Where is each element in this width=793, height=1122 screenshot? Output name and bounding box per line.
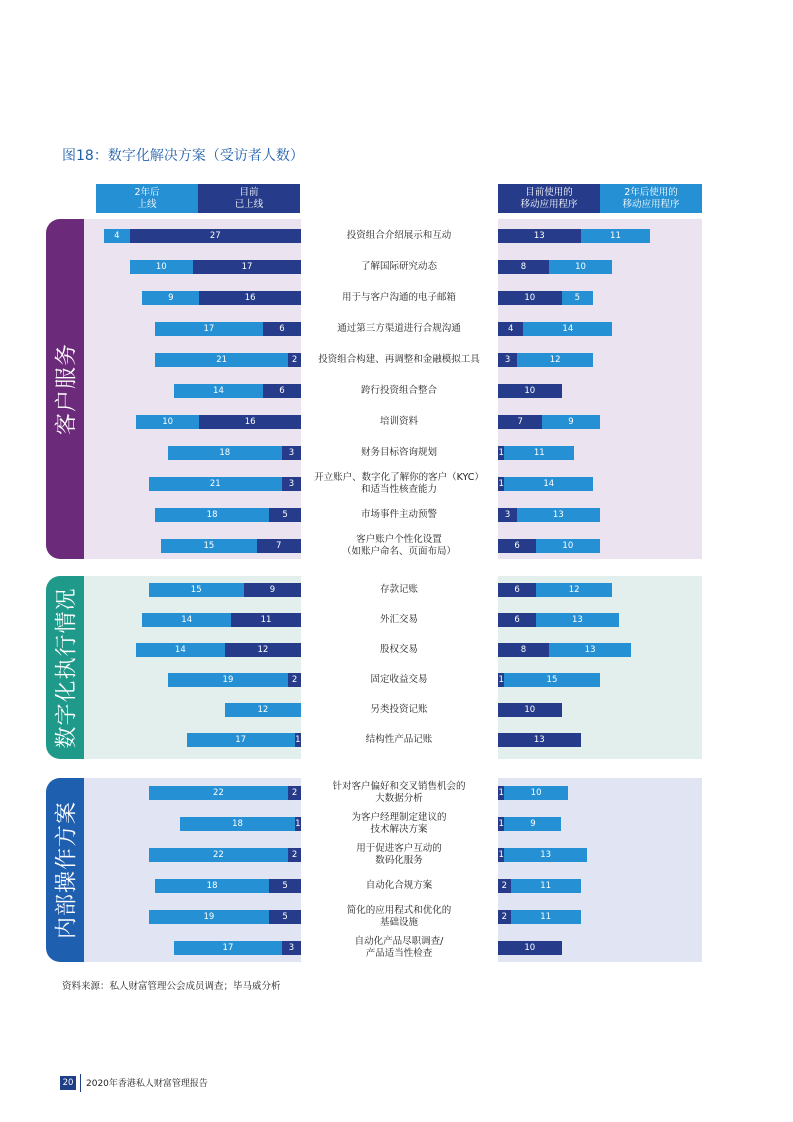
bar-future-online: 9 bbox=[142, 291, 199, 305]
bar-current-online: 6 bbox=[263, 322, 301, 336]
row-label: 财务目标咨询规划 bbox=[360, 447, 437, 458]
bar-future-online: 17 bbox=[187, 733, 295, 747]
bar-future-online: 17 bbox=[155, 322, 263, 336]
bar-app-current: 8 bbox=[498, 260, 549, 274]
bar-app-current: 2 bbox=[498, 910, 511, 924]
bar-app-future: 10 bbox=[536, 539, 600, 553]
bar-current-online: 1 bbox=[295, 735, 301, 745]
bar-current-online: 5 bbox=[269, 508, 301, 522]
row-label: 投资组合介绍展示和互动 bbox=[346, 230, 452, 241]
row-label: 投资组合构建、再调整和金融模拟工具 bbox=[318, 354, 480, 365]
bar-app-future: 15 bbox=[504, 673, 599, 687]
bar-app-current: 6 bbox=[498, 583, 536, 597]
bar-app-current: 1 bbox=[498, 819, 504, 829]
bar-app-current: 4 bbox=[498, 322, 523, 336]
source-note: 资料来源：私人财富管理公会成员调查；毕马威分析 bbox=[62, 981, 281, 992]
section-label: 数字化执行情况 bbox=[54, 586, 80, 749]
section-label: 客户服务 bbox=[54, 342, 80, 436]
bar-app-current: 2 bbox=[498, 879, 511, 893]
bar-current-online: 5 bbox=[269, 910, 301, 924]
bar-future-online: 14 bbox=[136, 643, 225, 657]
bar-current-online: 7 bbox=[257, 539, 301, 553]
bar-app-current: 10 bbox=[498, 941, 562, 955]
bar-app-current: 10 bbox=[498, 384, 562, 398]
row-label: 培训资料 bbox=[379, 416, 418, 427]
bar-future-online: 10 bbox=[130, 260, 194, 274]
report-title: 2020年香港私人财富管理报告 bbox=[86, 1079, 208, 1089]
bar-app-current: 13 bbox=[498, 733, 581, 747]
bar-current-online: 5 bbox=[269, 879, 301, 893]
bar-current-online: 9 bbox=[244, 583, 301, 597]
row-label: 跨行投资组合整合 bbox=[360, 385, 437, 396]
section-label: 内部操作方案 bbox=[54, 800, 80, 940]
bar-current-online: 3 bbox=[282, 446, 301, 460]
bar-current-online: 16 bbox=[199, 291, 301, 305]
bar-current-online: 6 bbox=[263, 384, 301, 398]
bar-app-current: 10 bbox=[498, 291, 562, 305]
bar-app-current: 3 bbox=[498, 353, 517, 367]
row-label: 自动化产品尽职调查/ 产品适当性检查 bbox=[354, 936, 444, 959]
bar-future-online: 17 bbox=[174, 941, 282, 955]
row-label: 结构性产品记账 bbox=[365, 734, 433, 745]
bar-future-online: 4 bbox=[104, 229, 129, 243]
bar-app-future: 13 bbox=[549, 643, 632, 657]
row-label: 开立账户、数字化了解你的客户（KYC） 和适当性核查能力 bbox=[314, 472, 484, 495]
section-label-column bbox=[301, 576, 498, 759]
bar-app-future: 14 bbox=[504, 477, 593, 491]
bar-current-online: 2 bbox=[288, 786, 301, 800]
section-label-column bbox=[301, 778, 498, 962]
bar-app-future: 11 bbox=[511, 910, 581, 924]
header-right-future: 2年后使用的 移动应用程序 bbox=[600, 184, 702, 213]
bar-app-current: 13 bbox=[498, 229, 581, 243]
row-label: 市场事件主动预警 bbox=[360, 509, 437, 520]
bar-app-current: 6 bbox=[498, 613, 536, 627]
row-label: 客户账户个性化设置 （如账户命名、页面布局） bbox=[341, 534, 456, 557]
bar-current-online: 1 bbox=[295, 819, 301, 829]
bar-app-current: 3 bbox=[498, 508, 517, 522]
bar-app-future: 5 bbox=[562, 291, 594, 305]
bar-current-online: 27 bbox=[130, 229, 301, 243]
bar-app-current: 1 bbox=[498, 850, 504, 860]
row-label: 针对客户偏好和交叉销售机会的 大数据分析 bbox=[332, 781, 466, 804]
bar-future-online: 18 bbox=[180, 817, 294, 831]
bar-current-online: 17 bbox=[193, 260, 301, 274]
bar-current-online: 2 bbox=[288, 353, 301, 367]
row-label: 股权交易 bbox=[379, 644, 418, 655]
bar-app-current: 8 bbox=[498, 643, 549, 657]
bar-current-online: 2 bbox=[288, 673, 301, 687]
bar-current-online: 11 bbox=[231, 613, 301, 627]
row-label: 用于与客户沟通的电子邮箱 bbox=[341, 292, 456, 303]
row-label: 另类投资记账 bbox=[370, 704, 428, 715]
bar-future-online: 10 bbox=[136, 415, 200, 429]
bar-current-online: 3 bbox=[282, 941, 301, 955]
bar-app-future: 12 bbox=[517, 353, 593, 367]
bar-future-online: 19 bbox=[168, 673, 289, 687]
row-label: 外汇交易 bbox=[379, 614, 418, 625]
page-number: 20 bbox=[60, 1076, 76, 1090]
bar-app-current: 1 bbox=[498, 788, 504, 798]
bar-future-online: 19 bbox=[149, 910, 270, 924]
bar-app-future: 11 bbox=[511, 879, 581, 893]
row-label: 自动化合规方案 bbox=[365, 880, 433, 891]
bar-current-online: 12 bbox=[225, 643, 301, 657]
bar-app-future: 9 bbox=[504, 817, 561, 831]
row-label: 简化的应用程式和优化的 基础设施 bbox=[346, 905, 452, 928]
row-label: 用于促进客户互动的 数码化服务 bbox=[356, 843, 442, 866]
bar-future-online: 21 bbox=[149, 477, 282, 491]
bar-app-current: 1 bbox=[498, 448, 504, 458]
bar-app-future: 14 bbox=[523, 322, 612, 336]
bar-app-future: 10 bbox=[504, 786, 568, 800]
row-label: 了解国际研究动态 bbox=[360, 261, 437, 272]
bar-future-online: 14 bbox=[174, 384, 263, 398]
bar-app-future: 13 bbox=[504, 848, 587, 862]
row-label: 为客户经理制定建议的 技术解决方案 bbox=[351, 812, 447, 835]
bar-app-current: 1 bbox=[498, 479, 504, 489]
bar-future-online: 22 bbox=[149, 848, 289, 862]
chart-title: 图18：数字化解决方案（受访者人数） bbox=[62, 148, 304, 164]
bar-app-future: 11 bbox=[504, 446, 574, 460]
bar-current-online: 2 bbox=[288, 848, 301, 862]
bar-app-current: 10 bbox=[498, 703, 562, 717]
bar-current-online: 16 bbox=[199, 415, 301, 429]
bar-app-current: 6 bbox=[498, 539, 536, 553]
header-right-current: 目前使用的 移动应用程序 bbox=[498, 184, 600, 213]
bar-future-online: 22 bbox=[149, 786, 289, 800]
bar-app-current: 1 bbox=[498, 675, 504, 685]
row-label: 存款记账 bbox=[379, 584, 418, 595]
bar-future-online: 18 bbox=[168, 446, 282, 460]
bar-app-future: 13 bbox=[536, 613, 619, 627]
bar-future-online: 14 bbox=[142, 613, 231, 627]
bar-current-online: 3 bbox=[282, 477, 301, 491]
bar-app-future: 10 bbox=[549, 260, 613, 274]
bar-app-future: 13 bbox=[517, 508, 600, 522]
bar-future-online: 18 bbox=[155, 508, 269, 522]
row-label: 固定收益交易 bbox=[370, 674, 428, 685]
bar-app-current: 7 bbox=[498, 415, 542, 429]
bar-future-online: 15 bbox=[161, 539, 256, 553]
bar-app-future: 11 bbox=[581, 229, 651, 243]
bar-app-future: 12 bbox=[536, 583, 612, 597]
footer-divider bbox=[80, 1074, 81, 1092]
bar-future-online: 12 bbox=[225, 703, 301, 717]
row-label: 通过第三方渠道进行合规沟通 bbox=[337, 323, 461, 334]
bar-future-online: 18 bbox=[155, 879, 269, 893]
bar-future-online: 21 bbox=[155, 353, 288, 367]
bar-future-online: 15 bbox=[149, 583, 244, 597]
bar-app-future: 9 bbox=[542, 415, 599, 429]
header-left-current: 目前 已上线 bbox=[198, 184, 300, 213]
header-left-future: 2年后 上线 bbox=[96, 184, 198, 213]
